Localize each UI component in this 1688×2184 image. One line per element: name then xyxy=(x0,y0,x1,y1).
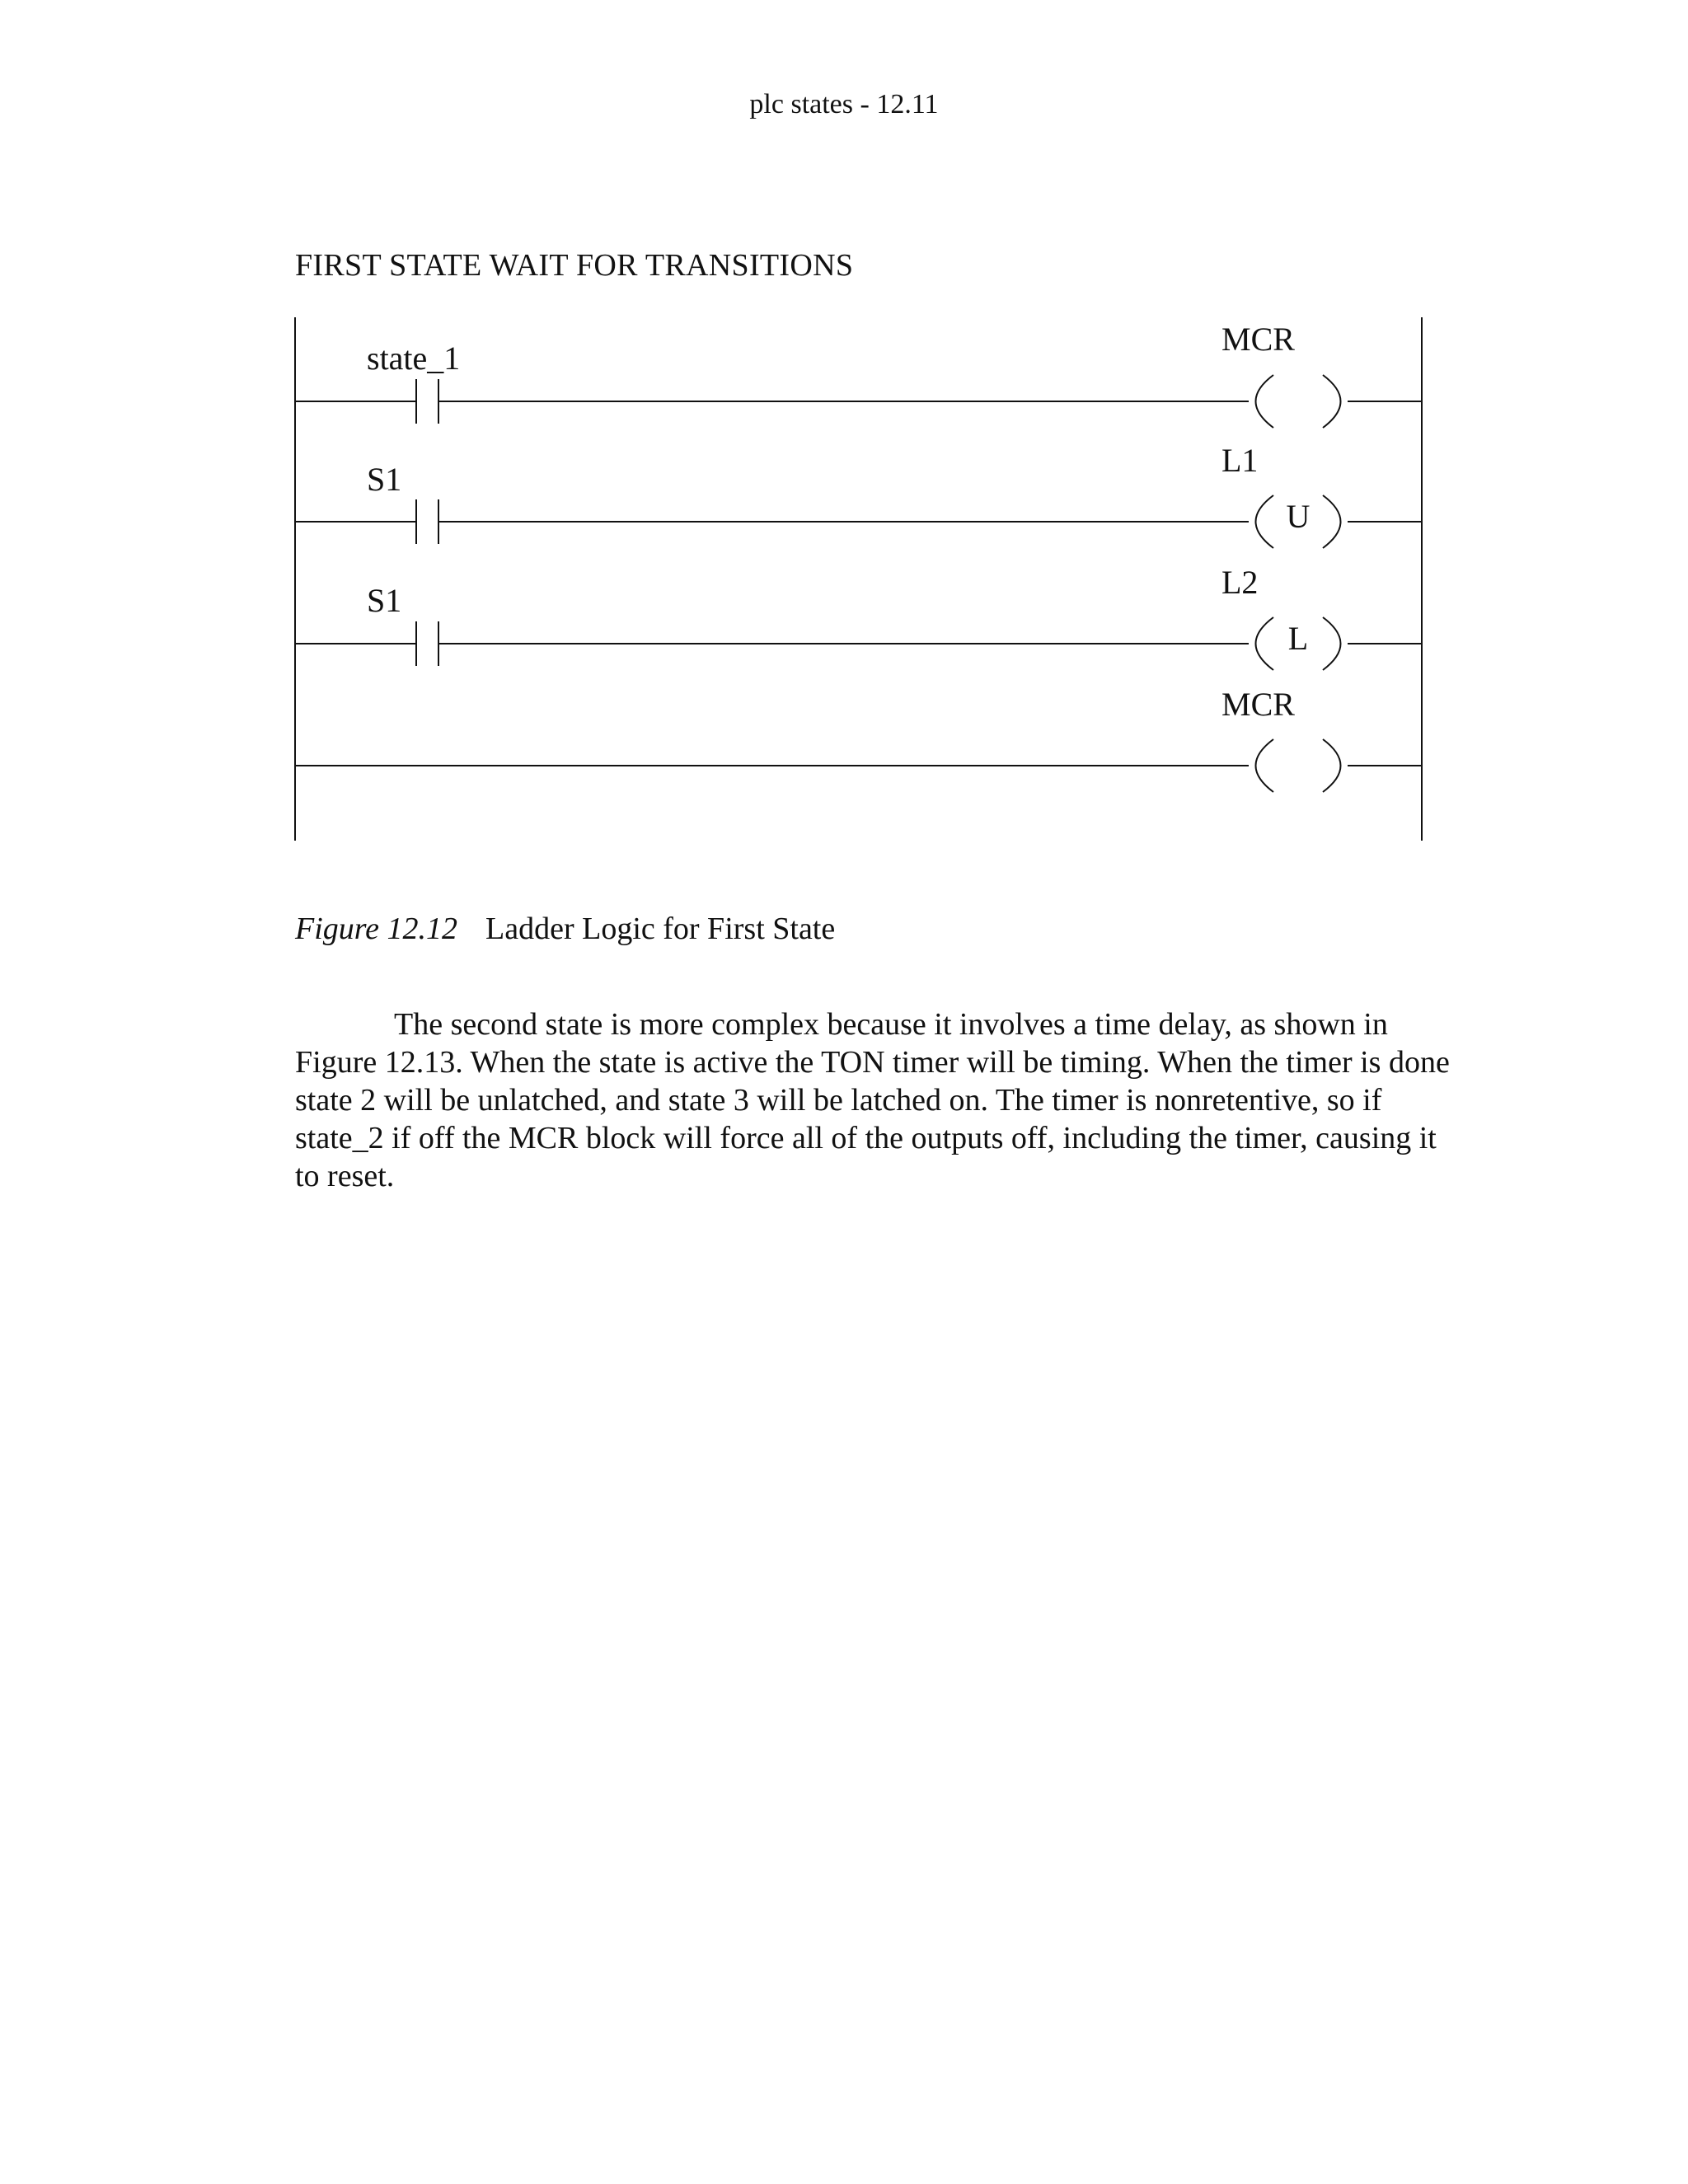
coil-left-arc xyxy=(1256,739,1274,792)
body-paragraph: The second state is more complex because it involves a time delay, as shown in Figure 12.13. When the state is active the TON timer will be timing. When the timer is done state 2 will be unlatched, and state 3 will be latched on. The timer is nonretentive, so if state_2 if off the MCR block will force all of the outputs off, including the timer, causing it to reset. xyxy=(295,1007,1450,1193)
rung-1 xyxy=(295,375,1422,428)
coil-letter: U xyxy=(1286,498,1311,535)
contact-label: S1 xyxy=(367,461,402,498)
coil-left-arc xyxy=(1256,495,1274,548)
rung-4 xyxy=(295,739,1422,792)
figure-title: Ladder Logic for First State xyxy=(485,912,836,946)
coil-label: L1 xyxy=(1221,442,1259,479)
coil-left-arc xyxy=(1256,617,1274,670)
coil-right-arc xyxy=(1323,495,1341,548)
coil-right-arc xyxy=(1323,375,1341,428)
page-header: plc states - 12.11 xyxy=(749,89,939,120)
coil-label: MCR xyxy=(1221,686,1295,723)
section-title: FIRST STATE WAIT FOR TRANSITIONS xyxy=(295,248,854,283)
figure-caption xyxy=(295,911,835,947)
contact-label: state_1 xyxy=(367,340,461,377)
coil-letter: L xyxy=(1287,620,1309,657)
coil-right-arc xyxy=(1323,739,1341,792)
contact-label: S1 xyxy=(367,582,402,619)
ladder-diagram xyxy=(0,0,1688,874)
figure-number: Figure 12.12 xyxy=(295,912,458,946)
coil-label: L2 xyxy=(1221,564,1259,601)
coil-left-arc xyxy=(1256,375,1274,428)
coil-right-arc xyxy=(1323,617,1341,670)
rung-3 xyxy=(295,617,1422,670)
rung-2 xyxy=(295,495,1422,548)
coil-label: MCR xyxy=(1221,321,1295,358)
